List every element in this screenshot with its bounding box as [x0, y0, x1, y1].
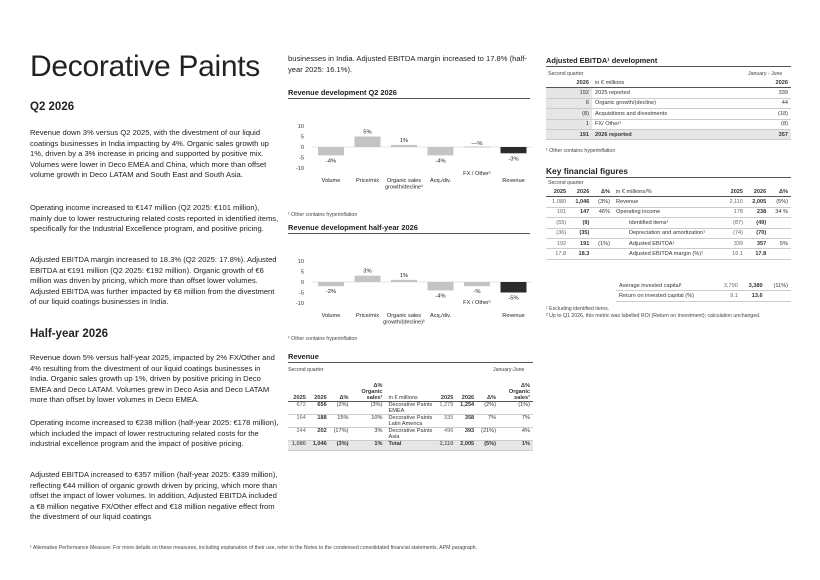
key-cell: 13.6 — [741, 291, 766, 301]
key-cell: Adjusted EBITDA¹ — [613, 238, 723, 248]
key-header-cell: 2026 — [746, 187, 769, 197]
ebitda-total-row — [546, 129, 791, 139]
category-label: Revenue — [502, 178, 525, 184]
revenue-row — [288, 402, 533, 415]
revenue-cell: (3%) — [330, 441, 352, 451]
key-cell: (1%) — [592, 238, 613, 248]
revenue-cell: Total — [385, 441, 435, 451]
ebitda-cell: 44 — [753, 98, 791, 108]
revenue-cell: 496 — [435, 428, 456, 441]
revenue-row — [288, 428, 533, 441]
key-row — [546, 249, 791, 259]
key-cell: (70) — [746, 228, 769, 238]
revenue-cell: 7% — [499, 415, 533, 428]
revenue-table-rule — [288, 362, 533, 363]
key-cell — [769, 249, 791, 259]
key-cell: (9) — [569, 218, 592, 228]
key-cell — [592, 249, 613, 259]
ebitda-cell: 192 — [546, 88, 592, 98]
revenue-cell: (17%) — [330, 428, 352, 441]
revenue-total-row — [288, 441, 533, 451]
q2-revenue-chart — [288, 100, 533, 210]
key-cell: 238 — [746, 207, 769, 217]
key-figures-table — [546, 187, 791, 260]
key-spacer-cell — [546, 291, 616, 301]
key-cell: 34 % — [769, 207, 791, 217]
continuation-paragraph: businesses in India. Adjusted EBITDA margin increased to 17.8% (half-year 2025: 16.1%). — [288, 54, 527, 74]
revenue-header-cell: 2026 — [309, 375, 330, 402]
chart-bar — [501, 282, 527, 293]
revenue-header-cell: 2026 — [456, 375, 477, 402]
ebitda-header-cell: 2026 — [753, 78, 791, 88]
ebitda-row — [546, 109, 791, 119]
revenue-cell: 656 — [309, 402, 330, 415]
key-cell: (5%) — [769, 197, 791, 207]
key-table-title: Key financial figures — [546, 166, 628, 176]
bar-data-label: -2% — [325, 289, 337, 296]
chart-bar — [391, 280, 417, 282]
category-label: Acq./div. — [429, 313, 452, 319]
key-extra-table — [546, 281, 791, 302]
key-cell: Revenue — [613, 197, 723, 207]
revenue-cell: 10% — [351, 415, 385, 428]
chart-bar — [318, 282, 344, 286]
revenue-row — [288, 415, 533, 428]
category-label: Price/mix — [356, 178, 379, 184]
ebitda-row — [546, 119, 791, 129]
key-row — [546, 218, 791, 228]
chart-bar — [428, 282, 454, 290]
key-header-cell: Δ% — [592, 187, 613, 197]
key-header-cell: 2025 — [546, 187, 569, 197]
revenue-cell: 7% — [477, 415, 499, 428]
q2-heading: Q2 2026 — [30, 101, 75, 113]
ebitda-table — [546, 78, 791, 140]
ebitda-cell: Organic growth/(decline) — [592, 98, 753, 108]
bar-data-label: -3% — [508, 156, 519, 163]
key-cell: Identified items¹ — [613, 218, 723, 228]
ebitda-cell: 357 — [753, 129, 791, 139]
revenue-cell: Decorative Paints EMEA — [385, 402, 435, 415]
category-label: Revenue — [502, 313, 525, 319]
ebitda-cell: (18) — [753, 109, 791, 119]
revenue-cell: 15% — [330, 415, 352, 428]
key-cell: (55) — [546, 218, 569, 228]
ebitda-left-caption: Second quarter — [548, 71, 584, 77]
chart-bar — [464, 282, 490, 286]
key-cell: 17.8 — [546, 249, 569, 259]
key-cell: 9.1 — [716, 291, 741, 301]
ebitda-row — [546, 98, 791, 108]
y-tick-label: -10 — [295, 301, 304, 307]
revenue-cell: 1% — [351, 441, 385, 451]
revenue-cell: 335 — [435, 415, 456, 428]
chart-bar — [355, 137, 381, 148]
ebitda-cell: 2025 reported — [592, 88, 753, 98]
revenue-cell: (2%) — [330, 402, 352, 415]
revenue-cell: 358 — [456, 415, 477, 428]
revenue-cell: 672 — [288, 402, 309, 415]
category-label: Price/mix — [356, 313, 379, 319]
revenue-cell: 4% — [499, 428, 533, 441]
q2-paragraph-1: Revenue down 3% versus Q2 2025, with the divestment of our liquid coatings businesses in India impacting by 4%. Organic sales growth up 1%, driven by a 3% increase in pricing and supported by positive mix. Volumes were lower in Deco EMEA and China, which more than offset volume growth in Deco LATAM and South East and South Asia. — [30, 128, 269, 180]
key-cell: 16.1 — [723, 249, 746, 259]
bar-data-label: -5% — [508, 295, 519, 302]
half-year-heading: Half-year 2026 — [30, 328, 108, 340]
key-cell: 191 — [569, 238, 592, 248]
key-header-cell: 2026 — [569, 187, 592, 197]
ebitda-cell: 339 — [753, 88, 791, 98]
revenue-cell: 1,279 — [435, 402, 456, 415]
revenue-table — [288, 375, 533, 451]
ebitda-right-caption: January - June — [748, 71, 783, 77]
revenue-header-cell: Δ% Organic sales¹ — [499, 375, 533, 402]
key-cell: Adjusted EBITDA margin (%)¹ — [613, 249, 723, 259]
key-cell: 2,005 — [746, 197, 769, 207]
key-cell: 147 — [569, 207, 592, 217]
key-cell: 1,080 — [546, 197, 569, 207]
y-tick-label: 10 — [297, 259, 304, 265]
revenue-header-cell: Δ% — [330, 375, 352, 402]
key-cell: (49) — [746, 218, 769, 228]
ebitda-row — [546, 88, 791, 98]
category-label: Volume — [321, 178, 341, 184]
revenue-cell: 202 — [309, 428, 330, 441]
category-label: FX / Other¹ — [463, 171, 491, 177]
ebitda-footnote: ¹ Other contains hyperinflation — [546, 148, 616, 154]
ebitda-header-row — [546, 78, 791, 88]
key-extra-row — [546, 291, 791, 301]
key-row — [546, 207, 791, 217]
bar-data-label: 3% — [363, 268, 372, 275]
y-tick-label: 0 — [300, 280, 304, 286]
hy-revenue-chart — [288, 235, 533, 345]
revenue-cell: (5%) — [477, 441, 499, 451]
key-cell: 18.3 — [569, 249, 592, 259]
key-cell: (11%) — [766, 281, 791, 291]
key-cell: (36) — [546, 228, 569, 238]
key-cell: 3,380 — [741, 281, 766, 291]
revenue-left-caption: Second quarter — [288, 367, 324, 373]
revenue-cell: 3% — [351, 428, 385, 441]
ebitda-header-cell: 2026 — [546, 78, 592, 88]
key-cell — [769, 218, 791, 228]
key-cell: Operating income — [613, 207, 723, 217]
key-cell — [769, 228, 791, 238]
hy-chart-rule — [288, 233, 530, 234]
y-tick-label: -5 — [299, 290, 304, 297]
key-cell — [592, 218, 613, 228]
page-title: Decorative Paints — [30, 50, 261, 83]
key-cell: 192 — [546, 238, 569, 248]
revenue-cell: 2,005 — [456, 441, 477, 451]
revenue-cell: 188 — [309, 415, 330, 428]
bar-data-label: 1% — [399, 272, 409, 279]
ebitda-cell: (8) — [546, 109, 592, 119]
key-cell: Depreciation and amortization¹ — [613, 228, 723, 238]
revenue-header-cell: Δ% — [477, 375, 499, 402]
revenue-cell: (3%) — [351, 402, 385, 415]
y-tick-label: 0 — [300, 145, 304, 151]
q2-paragraph-3: Adjusted EBITDA margin increased to 18.3% (Q2 2025: 17.8%). Adjusted EBITDA at €191 million (Q2 2025: €192 million). Organic growth of €6 million was driven by pricing, which more than offset lower volumes. Adjusted EBITDA was further impacted by €8 million from the divestment of our liquid coatings businesses in India. — [30, 255, 277, 307]
chart-bar — [318, 147, 344, 155]
revenue-cell: 2,110 — [435, 441, 456, 451]
bar-data-label: 1% — [399, 137, 409, 144]
ebitda-cell: 1 — [546, 119, 592, 129]
bar-data-label: -4% — [435, 158, 446, 165]
key-cell: 17.8 — [746, 249, 769, 259]
revenue-cell: Decorative Paints Latin America — [385, 415, 435, 428]
category-label: Organic sales growth/decline¹ — [385, 178, 423, 191]
revenue-cell: Decorative Paints Asia — [385, 428, 435, 441]
q2-chart-title: Revenue development Q2 2026 — [288, 88, 397, 97]
key-header-cell: in € millions/% — [613, 187, 723, 197]
ebitda-cell: 191 — [546, 129, 592, 139]
revenue-cell: 1,254 — [456, 402, 477, 415]
key-cell: 178 — [723, 207, 746, 217]
key-cell: 5% — [769, 238, 791, 248]
revenue-cell: 1,046 — [309, 441, 330, 451]
key-footnote-2: ² Up to Q1 2026, this metric was labelled ROI (Return on Investment); calculation unchanged. — [546, 313, 761, 319]
revenue-header-row — [288, 375, 533, 402]
revenue-cell: 244 — [288, 428, 309, 441]
key-header-cell: 2025 — [723, 187, 746, 197]
category-label: FX / Other¹ — [463, 300, 491, 306]
key-cell: 2,110 — [723, 197, 746, 207]
key-cell: 1,046 — [569, 197, 592, 207]
key-cell: (3%) — [592, 197, 613, 207]
revenue-header-cell: in € millions — [385, 375, 435, 402]
key-cell: (74) — [723, 228, 746, 238]
revenue-table-title: Revenue — [288, 352, 319, 361]
revenue-header-cell: Δ% Organic sales¹ — [351, 375, 385, 402]
key-cell: (35) — [569, 228, 592, 238]
category-label: Organic sales growth/(decline)¹ — [383, 313, 425, 326]
revenue-cell: 164 — [288, 415, 309, 428]
ebitda-cell: 6 — [546, 98, 592, 108]
key-footnote-1: ¹ Excluding identified items. — [546, 306, 610, 312]
chart-bar — [501, 147, 527, 153]
key-cell: 46% — [592, 207, 613, 217]
bar-data-label: -4% — [435, 293, 446, 300]
key-header-row — [546, 187, 791, 197]
key-row — [546, 238, 791, 248]
ebitda-cell: Acquisitions and divestments — [592, 109, 753, 119]
key-cell: 101 — [546, 207, 569, 217]
key-cell: 3,790 — [716, 281, 741, 291]
bottom-footnote: ¹ Alternative Performance Measure: For more details on these measures, including explanation of their use, refer to the Notes to the condensed consolidated financial statements, APM paragraph. — [30, 545, 477, 551]
revenue-cell: (21%) — [477, 428, 499, 441]
key-cell: Average invested capital¹ — [616, 281, 716, 291]
y-tick-label: 10 — [297, 124, 304, 130]
key-cell: Return on invested capital (%) — [616, 291, 716, 301]
chart-bar — [355, 276, 381, 282]
key-caption: Second quarter — [548, 180, 584, 186]
chart-bar — [391, 145, 417, 147]
revenue-cell: 1% — [499, 441, 533, 451]
key-extra-row — [546, 281, 791, 291]
revenue-cell: (2%) — [477, 402, 499, 415]
key-spacer-cell — [546, 281, 616, 291]
key-header-cell: Δ% — [769, 187, 791, 197]
revenue-right-caption: January-June — [493, 367, 525, 373]
key-row — [546, 228, 791, 238]
q2-chart-footnote: ¹ Other contains hyperinflation — [288, 212, 358, 218]
hy-chart-title: Revenue development half-year 2026 — [288, 223, 418, 232]
y-tick-label: -5 — [299, 155, 304, 162]
key-cell: (87) — [723, 218, 746, 228]
hy-paragraph-1: Revenue down 5% versus half-year 2025, impacted by 2% FX/Other and 4% resulting from the divestment of our liquid coatings businesses in India. Organic sales growth up 1%, driven by positive pricing in Deco EMEA and Deco LATAM. Volumes grew in Deco Asia and Deco LATAM more than offset by lower volumes in Deco EMEA. — [30, 353, 275, 405]
y-tick-label: 5 — [300, 134, 304, 141]
hy-paragraph-2: Operating income increased to €238 million (half-year 2025: €178 million), which included the impact of lower restructuring related costs for the industrial excellence program and the impact of positive pricing. — [30, 418, 279, 449]
revenue-cell: (1%) — [499, 402, 533, 415]
chart-bar — [428, 147, 454, 155]
y-tick-label: -10 — [295, 166, 304, 172]
revenue-cell: 393 — [456, 428, 477, 441]
bar-data-label: —% — [471, 141, 483, 147]
key-cell: 357 — [746, 238, 769, 248]
revenue-header-cell: 2025 — [288, 375, 309, 402]
ebitda-cell: 2026 reported — [592, 129, 753, 139]
key-cell — [766, 291, 791, 301]
hy-paragraph-3: Adjusted EBITDA increased to €357 million (half-year 2025: €339 million), reflecting €44 million of organic growth driven by pricing, which more than offset the impact of lower volumes. In addition, Adjusted EBITDA included a €8 million negative FX/Other effect and €18 million negative effect from the divestment of our liquid coatings — [30, 470, 278, 522]
q2-paragraph-2: Operating income increased to €147 million (Q2 2025: €101 million), mainly due to lower restructuring related costs reported in identified items, specifically for the Industrial Excellence program, and positive pricing. — [30, 203, 279, 234]
bar-data-label: 5% — [363, 129, 372, 136]
revenue-header-cell: 2025 — [435, 375, 456, 402]
bar-data-label: -4% — [325, 158, 337, 165]
ebitda-cell: (8) — [753, 119, 791, 129]
q2-chart-rule — [288, 98, 530, 99]
key-cell — [592, 228, 613, 238]
key-row — [546, 197, 791, 207]
bar-data-label: -% — [473, 289, 481, 296]
category-label: Acq./div. — [429, 178, 452, 184]
ebitda-cell: FX/ Other¹ — [592, 119, 753, 129]
ebitda-header-cell: in € millions — [592, 78, 753, 88]
category-label: Volume — [321, 313, 341, 319]
ebitda-table-rule — [546, 66, 791, 67]
y-tick-label: 5 — [300, 269, 304, 276]
ebitda-table-title: Adjusted EBITDA¹ development — [546, 56, 658, 65]
key-table-rule — [546, 177, 791, 178]
key-cell: 339 — [723, 238, 746, 248]
hy-chart-footnote: ¹ Other contains hyperinflation — [288, 336, 358, 342]
revenue-cell: 1,080 — [288, 441, 309, 451]
